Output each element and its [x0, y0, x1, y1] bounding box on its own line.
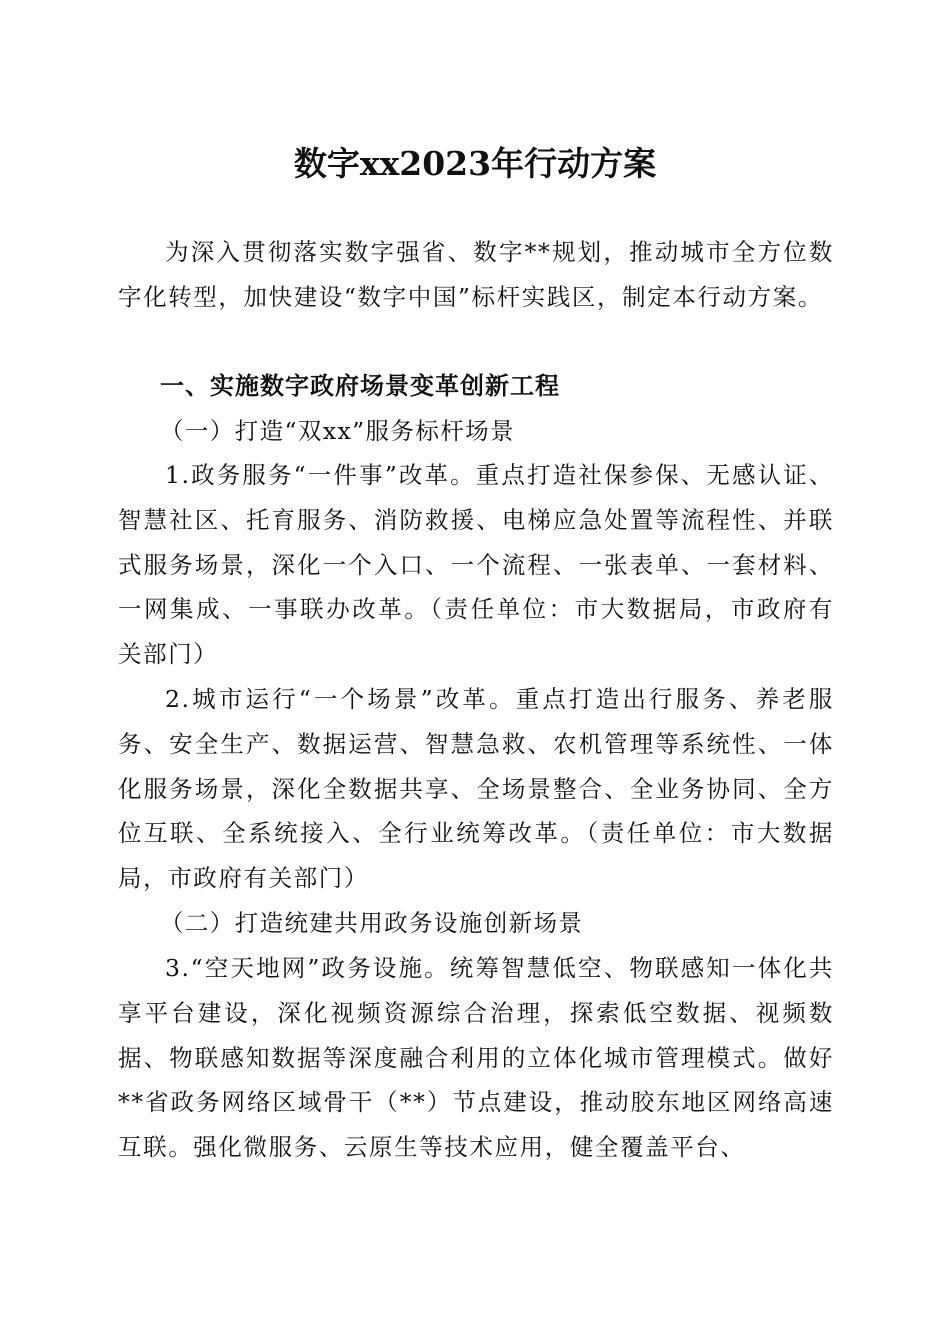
section-heading: 一、实施数字政府场景变革创新工程 [160, 371, 560, 400]
item-paragraph: 1.政务服务“一件事”改革。重点打造社保参保、无感认证、智慧社区、托育服务、消防救援、电梯应急处置等流程性、并联式服务场景，深化一个入口、一个流程、一张表单、一套材料、一网集成、一事联办改革。（责任单位：市大数据局，市政府有关部门） [118, 461, 834, 669]
subsection-heading: （一）打造“双xx”服务标杆场景 [160, 417, 515, 445]
subsection-heading: （二）打造统建共用政务设施创新场景 [160, 909, 584, 937]
item-paragraph: 2.城市运行“一个场景”改革。重点打造出行服务、养老服务、安全生产、数据运营、智慧急救、农机管理等系统性、一体化服务场景，深化全数据共享、全场景整合、全业务协同、全方位互联、全系统接入、全行业统筹改革。（责任单位：市大数据局，市政府有关部门） [118, 685, 834, 893]
intro-paragraph: 为深入贯彻落实数字强省、数字**规划，推动城市全方位数字化转型，加快建设“数字中国”标杆实践区，制定本行动方案。 [118, 238, 834, 311]
document-title: 数字xx2023年行动方案 [293, 144, 657, 183]
item-paragraph: 3.“空天地网”政务设施。统筹智慧低空、物联感知一体化共享平台建设，深化视频资源综合治理，探索低空数据、视频数据、物联感知数据等深度融合利用的立体化城市管理模式。做好**省政务网络区域骨干（**）节点建设，推动胶东地区网络高速互联。强化微服务、云原生等技术应用，健全覆盖平台、 [118, 954, 834, 1162]
